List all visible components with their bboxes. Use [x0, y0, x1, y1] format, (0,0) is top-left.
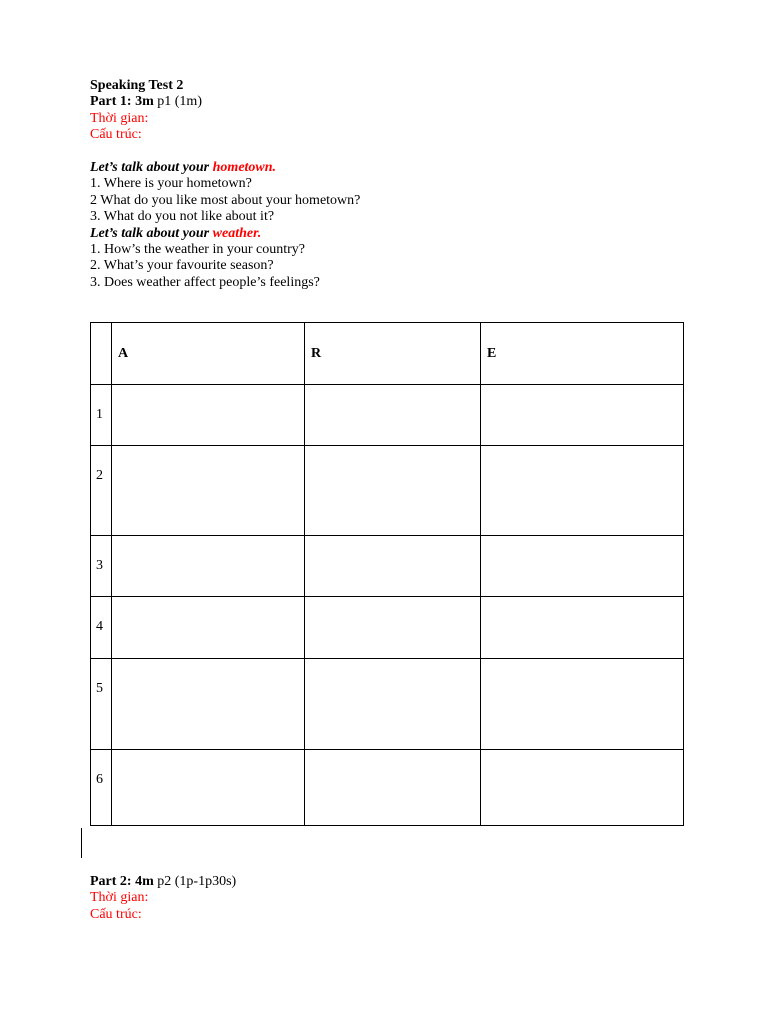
column-e-header: E	[487, 346, 497, 361]
test-title: Speaking Test 2	[90, 78, 184, 93]
table-header-row	[91, 323, 684, 385]
question-item: 2. What’s your favourite season?	[90, 258, 274, 274]
question-item: 1. How’s the weather in your country?	[90, 241, 305, 257]
row-number-cell[interactable]: 4	[91, 597, 112, 659]
table-row	[91, 750, 684, 826]
row-number-cell[interactable]: 3	[91, 536, 112, 597]
table-cell[interactable]	[112, 385, 305, 446]
row-number-cell[interactable]: 6	[91, 750, 112, 826]
table-cell[interactable]	[305, 536, 481, 597]
table-cell[interactable]	[112, 659, 305, 750]
blank-line	[90, 144, 690, 160]
table-header-cell[interactable]	[91, 323, 112, 385]
table-cell[interactable]	[481, 597, 684, 659]
topic-keyword: hometown.	[212, 159, 277, 175]
table-cell[interactable]	[112, 750, 305, 826]
topic-keyword: weather.	[212, 225, 262, 241]
table-cell[interactable]	[481, 385, 684, 446]
part1-structure-label: Cấu trúc:	[90, 127, 142, 143]
part1-time-label: Thời gian:	[90, 110, 149, 126]
part1-label: Part 1: 3m	[90, 94, 154, 110]
table-cell[interactable]	[112, 536, 305, 597]
topic-intro: Let’s talk about your	[90, 225, 213, 241]
table-cell[interactable]	[481, 750, 684, 826]
part1-section	[90, 78, 690, 291]
table-cell[interactable]	[305, 385, 481, 446]
topic-hometown-heading	[90, 160, 690, 176]
table-row	[91, 446, 684, 536]
part2-time-label: Thời gian:	[90, 890, 149, 906]
question-item: 2 What do you like most about your hometown?	[90, 192, 361, 208]
table-row	[91, 385, 684, 446]
table-row	[91, 597, 684, 659]
part2-structure-label: Cấu trúc:	[90, 906, 142, 922]
table-row	[91, 659, 684, 750]
table-cell[interactable]	[112, 597, 305, 659]
table-header-cell[interactable]	[112, 323, 305, 385]
row-number-cell[interactable]: 1	[91, 385, 112, 446]
table-cell[interactable]	[112, 446, 305, 536]
table-cell[interactable]	[481, 659, 684, 750]
part1-heading	[90, 94, 690, 110]
part2-label: Part 2: 4m	[90, 874, 154, 889]
table-row	[91, 536, 684, 597]
topic-weather-heading	[90, 226, 690, 242]
part2-section	[90, 874, 690, 923]
part2-heading	[90, 874, 690, 890]
table-header-cell[interactable]	[481, 323, 684, 385]
topic-intro: Let’s talk about your	[90, 159, 213, 175]
text-cursor	[81, 828, 82, 858]
question-item: 3. What do you not like about it?	[90, 209, 275, 225]
row-number-cell[interactable]: 5	[91, 659, 112, 750]
table-cell[interactable]	[481, 536, 684, 597]
question-item: 1. Where is your hometown?	[90, 176, 252, 192]
table-cell[interactable]	[305, 446, 481, 536]
row-number-cell[interactable]: 2	[91, 446, 112, 536]
table-header-cell[interactable]	[305, 323, 481, 385]
question-item: 3. Does weather affect people’s feelings?	[90, 274, 320, 290]
part2-detail: p2 (1p-1p30s)	[153, 874, 237, 889]
table-cell[interactable]	[305, 750, 481, 826]
table-cell[interactable]	[481, 446, 684, 536]
table-cell[interactable]	[305, 597, 481, 659]
part1-detail: p1 (1m)	[153, 94, 202, 110]
are-answer-table	[90, 322, 684, 826]
table-cell[interactable]	[305, 659, 481, 750]
column-r-header: R	[311, 346, 322, 361]
column-a-header: A	[118, 346, 129, 361]
